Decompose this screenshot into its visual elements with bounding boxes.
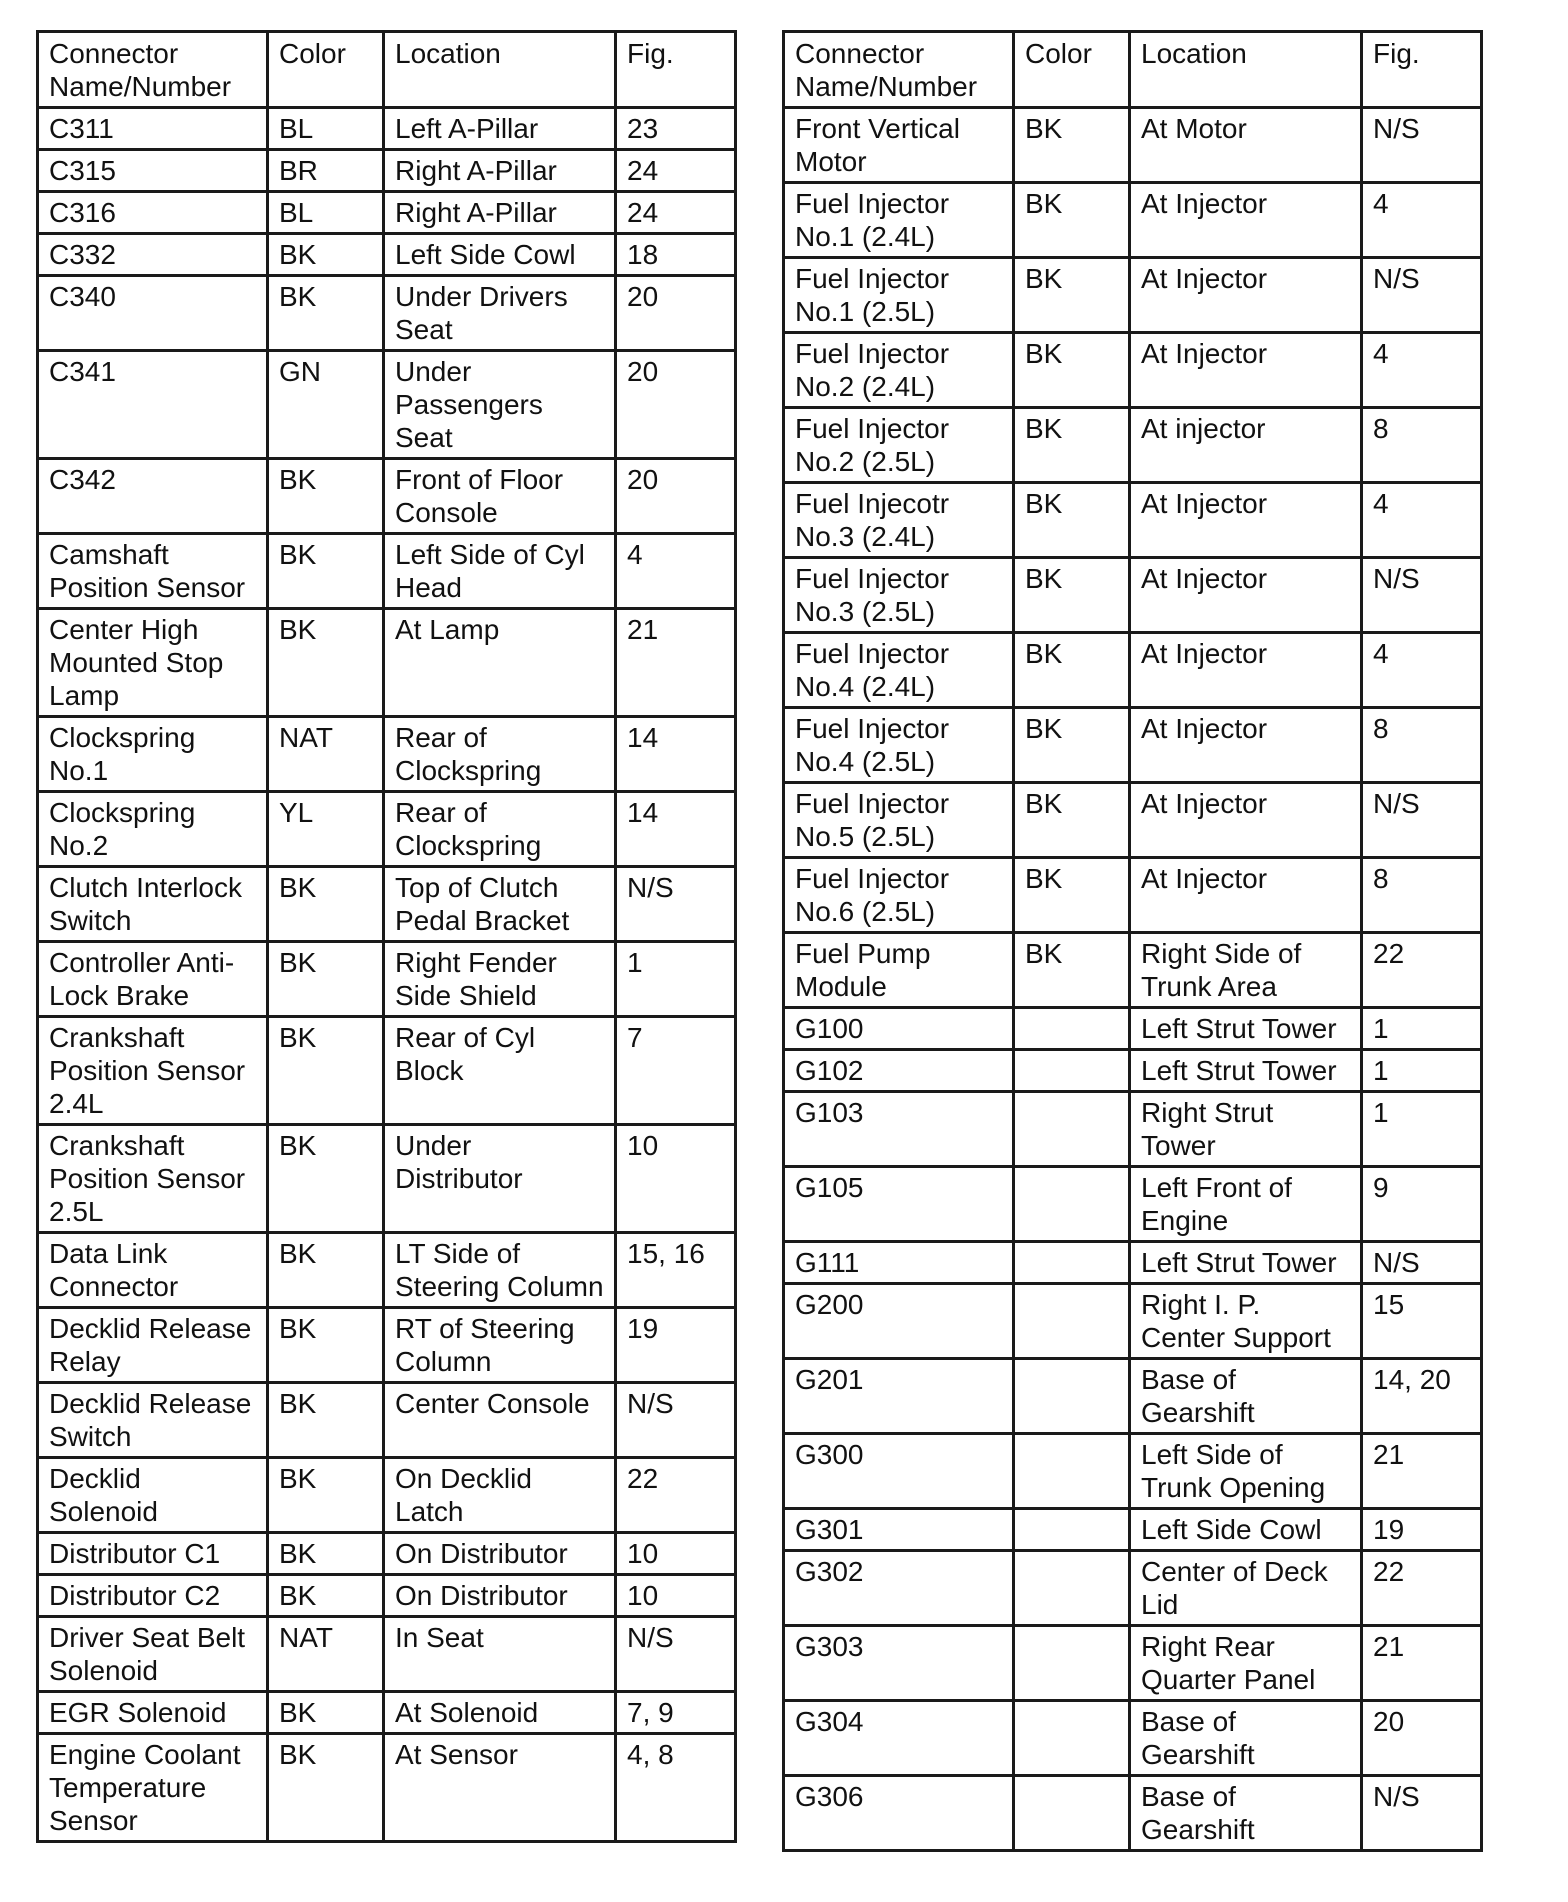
location-cell: At Solenoid (384, 1692, 616, 1734)
location-cell: Left Strut Tower (1130, 1242, 1362, 1284)
connector-cell: G303 (784, 1626, 1014, 1701)
table-row (784, 783, 1482, 858)
fig-cell: 14 (616, 792, 736, 867)
fig-cell: 20 (616, 459, 736, 534)
fig-cell: 4 (1362, 483, 1482, 558)
fig-cell: N/S (1362, 558, 1482, 633)
fig-cell: 20 (1362, 1701, 1482, 1776)
fig-cell: 1 (1362, 1050, 1482, 1092)
table-row (784, 1092, 1482, 1167)
location-cell: Rear of Clockspring (384, 717, 616, 792)
connector-cell: Camshaft Position Sensor (38, 534, 268, 609)
table-row (38, 1308, 736, 1383)
table-row (38, 867, 736, 942)
color-cell: BK (268, 1692, 384, 1734)
color-cell: BK (1014, 783, 1130, 858)
color-cell (1014, 1092, 1130, 1167)
connector-cell: G302 (784, 1551, 1014, 1626)
fig-cell: 21 (1362, 1434, 1482, 1509)
color-cell: BK (1014, 708, 1130, 783)
location-cell: At Sensor (384, 1734, 616, 1842)
table-row (38, 351, 736, 459)
table-row (784, 1008, 1482, 1050)
table-row (38, 609, 736, 717)
table-row (38, 1575, 736, 1617)
table-row (784, 633, 1482, 708)
connector-cell: C316 (38, 192, 268, 234)
color-cell (1014, 1242, 1130, 1284)
color-cell: BK (268, 534, 384, 609)
location-cell: Front of Floor Console (384, 459, 616, 534)
connector-table-right (782, 30, 1483, 1852)
connector-cell: G300 (784, 1434, 1014, 1509)
location-cell: Base of Gearshift (1130, 1701, 1362, 1776)
table-row (38, 192, 736, 234)
fig-cell: N/S (1362, 1776, 1482, 1851)
fig-cell: 8 (1362, 708, 1482, 783)
table-header-row (784, 32, 1482, 108)
connector-cell: Center High Mounted Stop Lamp (38, 609, 268, 717)
connector-cell: G304 (784, 1701, 1014, 1776)
location-cell: LT Side of Steering Column (384, 1233, 616, 1308)
color-cell: BK (1014, 933, 1130, 1008)
color-cell (1014, 1284, 1130, 1359)
fig-cell: 1 (616, 942, 736, 1017)
location-cell: Left Side Cowl (1130, 1509, 1362, 1551)
location-cell: Left Side Cowl (384, 234, 616, 276)
connector-cell: Fuel Injector No.4 (2.5L) (784, 708, 1014, 783)
color-cell: YL (268, 792, 384, 867)
color-cell (1014, 1050, 1130, 1092)
table-row (38, 717, 736, 792)
color-cell: BL (268, 192, 384, 234)
location-cell: At Injector (1130, 333, 1362, 408)
color-cell (1014, 1509, 1130, 1551)
table-row (784, 1284, 1482, 1359)
table-row (784, 1167, 1482, 1242)
connector-cell: Decklid Release Switch (38, 1383, 268, 1458)
fig-cell: 4 (1362, 633, 1482, 708)
color-cell: NAT (268, 717, 384, 792)
location-cell: Right Fender Side Shield (384, 942, 616, 1017)
location-cell: Base of Gearshift (1130, 1776, 1362, 1851)
fig-cell: 10 (616, 1125, 736, 1233)
header-fig: Fig. (616, 32, 736, 108)
fig-cell: 7 (616, 1017, 736, 1125)
table-row (784, 1551, 1482, 1626)
fig-cell: 21 (616, 609, 736, 717)
fig-cell: N/S (616, 1383, 736, 1458)
color-cell: BK (1014, 108, 1130, 183)
connector-cell: G102 (784, 1050, 1014, 1092)
fig-cell: 8 (1362, 408, 1482, 483)
color-cell: BL (268, 108, 384, 150)
location-cell: Right Strut Tower (1130, 1092, 1362, 1167)
color-cell: BK (1014, 633, 1130, 708)
color-cell: BK (268, 1017, 384, 1125)
color-cell: BK (268, 1533, 384, 1575)
connector-cell: Crankshaft Position Sensor 2.5L (38, 1125, 268, 1233)
table-row (784, 1242, 1482, 1284)
color-cell: BK (268, 1458, 384, 1533)
color-cell: BK (1014, 483, 1130, 558)
connector-cell: G201 (784, 1359, 1014, 1434)
table-row (38, 942, 736, 1017)
color-cell (1014, 1776, 1130, 1851)
location-cell: At Injector (1130, 633, 1362, 708)
connector-cell: G301 (784, 1509, 1014, 1551)
location-cell: At Injector (1130, 558, 1362, 633)
location-cell: At injector (1130, 408, 1362, 483)
connector-cell: Data Link Connector (38, 1233, 268, 1308)
connector-cell: Fuel Pump Module (784, 933, 1014, 1008)
connector-cell: Decklid Solenoid (38, 1458, 268, 1533)
table-row (38, 1383, 736, 1458)
location-cell: At Injector (1130, 183, 1362, 258)
color-cell: BK (268, 1233, 384, 1308)
color-cell: BK (268, 1308, 384, 1383)
fig-cell: 4, 8 (616, 1734, 736, 1842)
connector-cell: Fuel Injector No.1 (2.4L) (784, 183, 1014, 258)
location-cell: Under Distributor (384, 1125, 616, 1233)
location-cell: At Lamp (384, 609, 616, 717)
table-row (784, 1701, 1482, 1776)
color-cell: BK (268, 1383, 384, 1458)
connector-cell: G200 (784, 1284, 1014, 1359)
table-row (38, 1692, 736, 1734)
connector-cell: C315 (38, 150, 268, 192)
color-cell: BK (268, 1734, 384, 1842)
table-row (784, 558, 1482, 633)
fig-cell: 10 (616, 1533, 736, 1575)
fig-cell: 15 (1362, 1284, 1482, 1359)
connector-cell: Driver Seat Belt Solenoid (38, 1617, 268, 1692)
connector-cell: Fuel Injector No.2 (2.5L) (784, 408, 1014, 483)
location-cell: Left Side of Cyl Head (384, 534, 616, 609)
location-cell: At Injector (1130, 783, 1362, 858)
table-row (784, 408, 1482, 483)
location-cell: At Injector (1130, 258, 1362, 333)
fig-cell: 8 (1362, 858, 1482, 933)
connector-cell: Distributor C1 (38, 1533, 268, 1575)
table-body-right (784, 108, 1482, 1851)
table-row (784, 1434, 1482, 1509)
table-row (38, 276, 736, 351)
fig-cell: 21 (1362, 1626, 1482, 1701)
connector-cell: Engine Coolant Temperature Sensor (38, 1734, 268, 1842)
connector-cell: Distributor C2 (38, 1575, 268, 1617)
fig-cell: 24 (616, 150, 736, 192)
connector-cell: EGR Solenoid (38, 1692, 268, 1734)
location-cell: Right Rear Quarter Panel (1130, 1626, 1362, 1701)
table-row (784, 108, 1482, 183)
connector-cell: Crankshaft Position Sensor 2.4L (38, 1017, 268, 1125)
color-cell: NAT (268, 1617, 384, 1692)
fig-cell: 22 (1362, 1551, 1482, 1626)
color-cell (1014, 1701, 1130, 1776)
connector-cell: C340 (38, 276, 268, 351)
table-row (38, 150, 736, 192)
table-row (38, 1458, 736, 1533)
connector-cell: Fuel Injector No.4 (2.4L) (784, 633, 1014, 708)
table-row (784, 333, 1482, 408)
table-row (38, 1617, 736, 1692)
color-cell (1014, 1551, 1130, 1626)
header-connector: Connector Name/Number (38, 32, 268, 108)
fig-cell: 1 (1362, 1008, 1482, 1050)
location-cell: Right Side of Trunk Area (1130, 933, 1362, 1008)
location-cell: Center of Deck Lid (1130, 1551, 1362, 1626)
color-cell: BK (1014, 258, 1130, 333)
location-cell: Rear of Cyl Block (384, 1017, 616, 1125)
connector-cell: G111 (784, 1242, 1014, 1284)
location-cell: At Injector (1130, 858, 1362, 933)
location-cell: Top of Clutch Pedal Bracket (384, 867, 616, 942)
connector-cell: G103 (784, 1092, 1014, 1167)
location-cell: Left Strut Tower (1130, 1050, 1362, 1092)
color-cell: BK (1014, 333, 1130, 408)
header-fig: Fig. (1362, 32, 1482, 108)
location-cell: Right I. P. Center Support (1130, 1284, 1362, 1359)
fig-cell: 22 (616, 1458, 736, 1533)
location-cell: Center Console (384, 1383, 616, 1458)
color-cell: BK (268, 459, 384, 534)
connector-cell: Clockspring No.1 (38, 717, 268, 792)
table-row (784, 483, 1482, 558)
color-cell: BK (1014, 858, 1130, 933)
color-cell: BK (268, 1575, 384, 1617)
location-cell: On Distributor (384, 1533, 616, 1575)
table-row (784, 183, 1482, 258)
location-cell: Under Passengers Seat (384, 351, 616, 459)
table-row (784, 858, 1482, 933)
connector-cell: Controller Anti-Lock Brake (38, 942, 268, 1017)
table-header-row (38, 32, 736, 108)
color-cell: BK (268, 942, 384, 1017)
fig-cell: 10 (616, 1575, 736, 1617)
color-cell (1014, 1167, 1130, 1242)
fig-cell: N/S (1362, 783, 1482, 858)
header-location: Location (384, 32, 616, 108)
fig-cell: N/S (616, 867, 736, 942)
connector-cell: C311 (38, 108, 268, 150)
fig-cell: 4 (1362, 183, 1482, 258)
table-row (38, 108, 736, 150)
fig-cell: 1 (1362, 1092, 1482, 1167)
fig-cell: N/S (616, 1617, 736, 1692)
location-cell: Right A-Pillar (384, 192, 616, 234)
table-row (38, 234, 736, 276)
table-row (784, 1509, 1482, 1551)
fig-cell: 7, 9 (616, 1692, 736, 1734)
color-cell: BK (268, 276, 384, 351)
table-row (38, 534, 736, 609)
color-cell: BR (268, 150, 384, 192)
table-row (38, 1125, 736, 1233)
location-cell: Left Side of Trunk Opening (1130, 1434, 1362, 1509)
fig-cell: 19 (616, 1308, 736, 1383)
connector-cell: Fuel Injector No.5 (2.5L) (784, 783, 1014, 858)
table-row (38, 792, 736, 867)
table-row (784, 1050, 1482, 1092)
fig-cell: 23 (616, 108, 736, 150)
location-cell: At Injector (1130, 708, 1362, 783)
color-cell: BK (1014, 558, 1130, 633)
connector-cell: C342 (38, 459, 268, 534)
connector-cell: G100 (784, 1008, 1014, 1050)
location-cell: Rear of Clockspring (384, 792, 616, 867)
location-cell: Right A-Pillar (384, 150, 616, 192)
color-cell: BK (1014, 183, 1130, 258)
connector-cell: Fuel Injector No.6 (2.5L) (784, 858, 1014, 933)
location-cell: Base of Gearshift (1130, 1359, 1362, 1434)
connector-table-left (36, 30, 737, 1843)
table-row (38, 1233, 736, 1308)
location-cell: Under Drivers Seat (384, 276, 616, 351)
fig-cell: 4 (1362, 333, 1482, 408)
connector-cell: Clutch Interlock Switch (38, 867, 268, 942)
table-row (784, 1359, 1482, 1434)
fig-cell: 14 (616, 717, 736, 792)
color-cell: BK (268, 609, 384, 717)
table-row (784, 1626, 1482, 1701)
location-cell: Left Strut Tower (1130, 1008, 1362, 1050)
connector-cell: Fuel Injector No.1 (2.5L) (784, 258, 1014, 333)
location-cell: At Injector (1130, 483, 1362, 558)
color-cell: GN (268, 351, 384, 459)
table-row (784, 933, 1482, 1008)
table-body-left (38, 108, 736, 1842)
table-row (784, 1776, 1482, 1851)
table-row (784, 708, 1482, 783)
connector-cell: Clockspring No.2 (38, 792, 268, 867)
header-location: Location (1130, 32, 1362, 108)
location-cell: Left Front of Engine (1130, 1167, 1362, 1242)
connector-cell: Decklid Release Relay (38, 1308, 268, 1383)
fig-cell: 4 (616, 534, 736, 609)
fig-cell: 24 (616, 192, 736, 234)
connector-cell: G105 (784, 1167, 1014, 1242)
header-color: Color (1014, 32, 1130, 108)
color-cell (1014, 1626, 1130, 1701)
color-cell: BK (268, 1125, 384, 1233)
color-cell: BK (268, 867, 384, 942)
table-row (38, 1734, 736, 1842)
fig-cell: 20 (616, 276, 736, 351)
fig-cell: 9 (1362, 1167, 1482, 1242)
fig-cell: N/S (1362, 258, 1482, 333)
fig-cell: 22 (1362, 933, 1482, 1008)
fig-cell: 20 (616, 351, 736, 459)
location-cell: On Decklid Latch (384, 1458, 616, 1533)
location-cell: At Motor (1130, 108, 1362, 183)
fig-cell: 19 (1362, 1509, 1482, 1551)
color-cell (1014, 1359, 1130, 1434)
connector-cell: Fuel Injecotr No.3 (2.4L) (784, 483, 1014, 558)
fig-cell: 15, 16 (616, 1233, 736, 1308)
color-cell (1014, 1434, 1130, 1509)
location-cell: In Seat (384, 1617, 616, 1692)
fig-cell: 14, 20 (1362, 1359, 1482, 1434)
header-connector: Connector Name/Number (784, 32, 1014, 108)
table-row (38, 1533, 736, 1575)
location-cell: Left A-Pillar (384, 108, 616, 150)
connector-cell: C332 (38, 234, 268, 276)
connector-cell: C341 (38, 351, 268, 459)
table-row (38, 1017, 736, 1125)
table-row (784, 258, 1482, 333)
table-row (38, 459, 736, 534)
connector-cell: Fuel Injector No.3 (2.5L) (784, 558, 1014, 633)
color-cell (1014, 1008, 1130, 1050)
color-cell: BK (1014, 408, 1130, 483)
fig-cell: N/S (1362, 1242, 1482, 1284)
color-cell: BK (268, 234, 384, 276)
connector-cell: Front Vertical Motor (784, 108, 1014, 183)
location-cell: On Distributor (384, 1575, 616, 1617)
connector-cell: G306 (784, 1776, 1014, 1851)
location-cell: RT of Steering Column (384, 1308, 616, 1383)
fig-cell: 18 (616, 234, 736, 276)
header-color: Color (268, 32, 384, 108)
fig-cell: N/S (1362, 108, 1482, 183)
connector-cell: Fuel Injector No.2 (2.4L) (784, 333, 1014, 408)
